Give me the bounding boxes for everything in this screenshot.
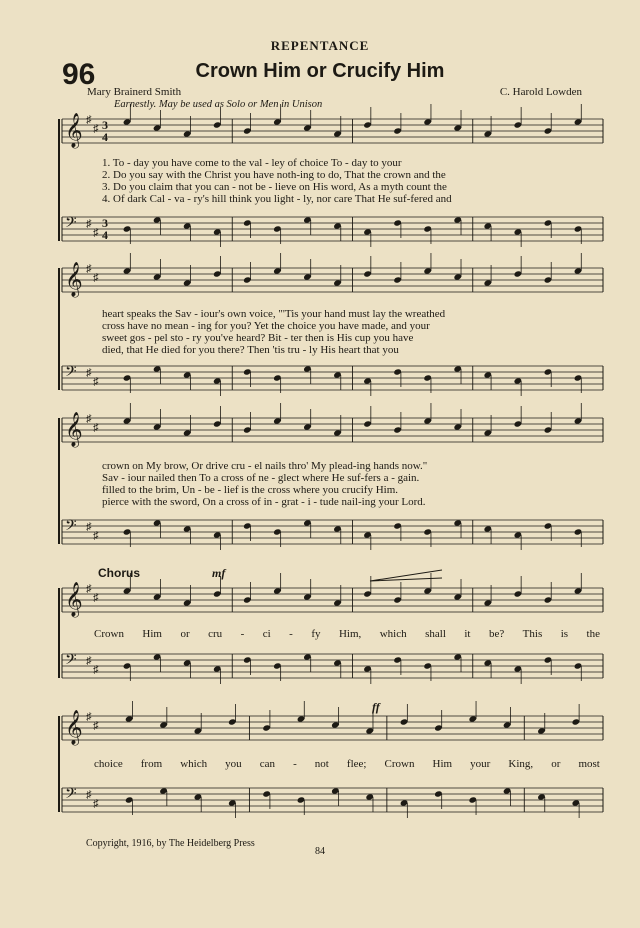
- chorus-syllable: not: [314, 758, 329, 770]
- sharp-icon: ♯: [86, 367, 92, 379]
- sharp-icon: ♯: [93, 664, 99, 676]
- treble-staff: [62, 104, 603, 149]
- bass-staff: [62, 651, 603, 684]
- chorus-syllable: which: [180, 758, 208, 770]
- verse-3-line: filled to the brim, Un - be - lief is the cross where you crucify Him.: [102, 484, 399, 496]
- treble-clef-icon: 𝄞: [65, 114, 83, 147]
- chorus-syllable: -: [289, 628, 293, 640]
- time-signature: 3: [102, 216, 108, 230]
- treble-staff: [62, 403, 603, 448]
- chorus-syllable: be?: [488, 628, 505, 640]
- verse-4-line: 4. Of dark Cal - va - ry's hill think you light - ly, nor care That He suf-fered and: [102, 193, 452, 205]
- chorus-syllable: or: [180, 628, 190, 640]
- chorus-syllable: Crown: [94, 628, 124, 640]
- chorus-syllable: Crown: [384, 758, 415, 770]
- sharp-icon: ♯: [86, 521, 92, 533]
- chorus-label: Chorus: [98, 566, 140, 580]
- treble-staff: [62, 701, 603, 746]
- chorus-syllable: shall: [425, 628, 446, 640]
- performance-instruction: Earnestly. May be used as Solo or Men in Unison: [114, 99, 323, 110]
- bass-staff: [62, 785, 603, 818]
- chorus-syllable: Him: [432, 758, 453, 770]
- chorus-syllable: it: [464, 628, 471, 640]
- verse-block-2: [102, 308, 608, 356]
- sharp-icon: ♯: [86, 218, 92, 230]
- verse-4-line: died, that He died for you there? Then 'tis tru - ly His heart that you: [102, 344, 399, 356]
- treble-staff: [62, 253, 603, 298]
- time-signature: 4: [102, 130, 108, 144]
- chorus-syllable: flee;: [346, 758, 367, 770]
- verse-block-3: [102, 460, 608, 508]
- copyright-notice: Copyright, 1916, by The Heidelberg Press: [86, 838, 255, 849]
- chorus-syllable: can: [259, 758, 275, 770]
- chorus-syllable: which: [379, 628, 407, 640]
- chorus-syllable: -: [240, 628, 245, 640]
- chorus-syllable: -: [293, 758, 297, 770]
- dynamic-mezzo-forte: mf: [212, 566, 226, 580]
- dynamic-fortissimo: ff: [372, 700, 380, 714]
- sharp-icon: ♯: [93, 720, 99, 732]
- verse-1-line: crown on My brow, Or drive cru - el nails thro' My plead-ing hands now.": [102, 460, 428, 472]
- sharp-icon: ♯: [93, 123, 99, 135]
- sharp-icon: ♯: [86, 413, 92, 425]
- verse-block-1: [102, 157, 608, 205]
- sharp-icon: ♯: [93, 798, 99, 810]
- section-title: REPENTANCE: [270, 38, 370, 53]
- sharp-icon: ♯: [93, 376, 99, 388]
- chorus-syllable: most: [578, 758, 600, 770]
- chorus-syllable: from: [140, 758, 163, 770]
- sharp-icon: ♯: [93, 530, 99, 542]
- sharp-icon: ♯: [86, 789, 92, 801]
- verse-2-line: 2. Do you say with the Christ you have noth-ing to do, That the crown and the: [102, 169, 446, 181]
- sharp-icon: ♯: [93, 422, 99, 434]
- treble-clef-icon: 𝄞: [65, 583, 83, 616]
- sharp-icon: ♯: [86, 711, 92, 723]
- verse-2-line: Sav - iour nailed then To a cross of ne - glect where He suf-fers a - gain.: [102, 472, 420, 484]
- chorus-syllable: is: [560, 628, 569, 640]
- time-signature: 4: [102, 228, 108, 242]
- treble-staff: [62, 573, 603, 618]
- treble-clef-icon: 𝄞: [65, 413, 83, 446]
- page-number: 84: [315, 846, 325, 857]
- chorus-syllable: fy: [311, 628, 321, 640]
- chorus-syllable: or: [551, 758, 561, 770]
- chorus-syllable: cru: [208, 628, 223, 640]
- bass-clef-icon: 𝄢: [65, 785, 77, 805]
- sharp-icon: ♯: [86, 655, 92, 667]
- verse-3-line: sweet gos - pel sto - ry you've heard? Bit - ter then is His cup you have: [102, 332, 414, 344]
- chorus-syllable: the: [586, 628, 600, 640]
- bass-clef-icon: 𝄢: [65, 214, 77, 234]
- verse-2-line: cross have no mean - ing for you? Yet the choice you have made, and your: [102, 320, 430, 332]
- sharp-icon: ♯: [86, 114, 92, 126]
- time-signature: 3: [102, 118, 108, 132]
- chorus-lyric-line-2: [94, 758, 600, 770]
- chorus-lyric-line-1: [94, 628, 600, 640]
- chorus-syllable: Him,: [338, 628, 362, 640]
- bass-clef-icon: 𝄢: [65, 363, 77, 383]
- chorus-syllable: King,: [508, 758, 534, 770]
- sharp-icon: ♯: [86, 583, 92, 595]
- treble-clef-icon: 𝄞: [65, 263, 83, 296]
- verse-1-line: heart speaks the Sav - iour's own voice, "'Tis your hand must lay the wreathed: [102, 308, 446, 320]
- bass-staff: [62, 214, 603, 247]
- hymn-number: 96: [62, 58, 96, 91]
- chorus-syllable: This: [522, 628, 543, 640]
- sharp-icon: ♯: [93, 227, 99, 239]
- bass-clef-icon: 𝄢: [65, 651, 77, 671]
- chorus-syllable: your: [470, 758, 491, 770]
- composer-credit: C. Harold Lowden: [499, 86, 582, 98]
- sharp-icon: ♯: [93, 592, 99, 604]
- bass-staff: [62, 363, 603, 396]
- bass-clef-icon: 𝄢: [65, 517, 77, 537]
- chorus-syllable: ci: [262, 628, 271, 640]
- chorus-syllable: choice: [94, 758, 123, 770]
- chorus-syllable: you: [225, 758, 242, 770]
- verse-4-line: pierce with the sword, On a cross of in - grat - i - tude nail-ing your Lord.: [102, 496, 426, 508]
- sharp-icon: ♯: [93, 272, 99, 284]
- bass-staff: [62, 517, 603, 550]
- verse-3-line: 3. Do you claim that you can - not be - lieve on His word, As a myth count the: [102, 181, 447, 193]
- lyricist-credit: Mary Brainerd Smith: [87, 86, 182, 98]
- treble-clef-icon: 𝄞: [65, 711, 83, 744]
- sharp-icon: ♯: [86, 263, 92, 275]
- hymn-title: Crown Him or Crucify Him: [195, 60, 445, 82]
- verse-1-line: 1. To - day you have come to the val - ley of choice To - day to your: [102, 157, 402, 169]
- chorus-syllable: Him: [142, 628, 162, 640]
